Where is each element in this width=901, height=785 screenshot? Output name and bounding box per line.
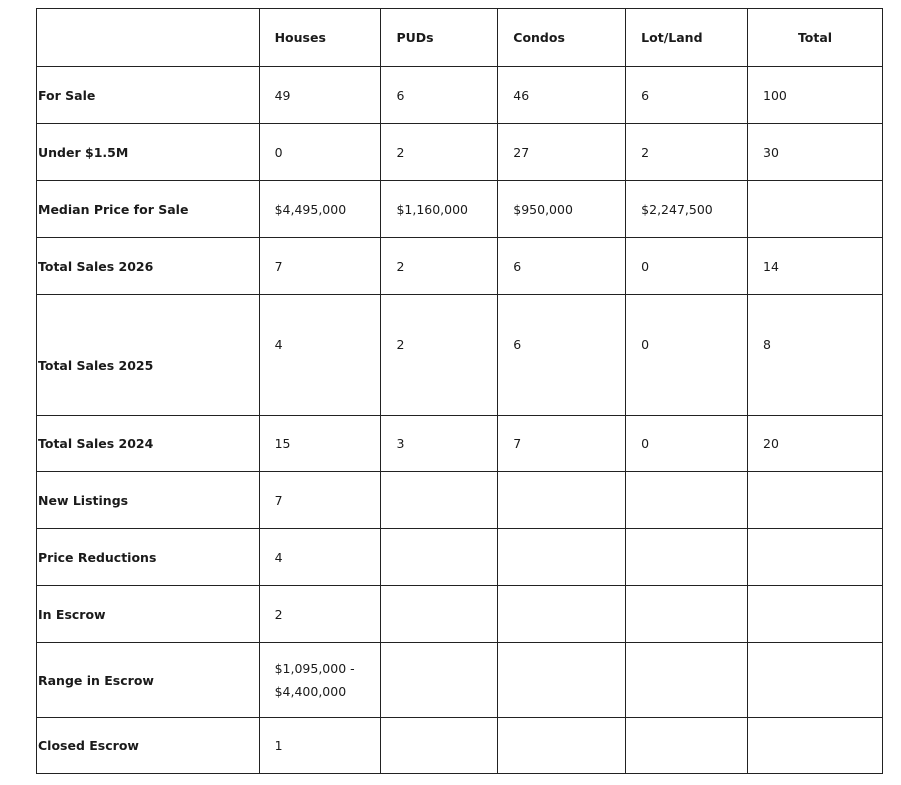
table-cell [748, 586, 883, 643]
table-cell: $2,247,500 [626, 181, 748, 238]
table-cell: 6 [626, 67, 748, 124]
market-stats-table [36, 8, 883, 774]
header-houses: Houses [259, 9, 381, 67]
table-cell: 6 [381, 67, 498, 124]
cell-text: $1,095,000 - [274, 661, 355, 676]
table-cell: 14 [748, 238, 883, 295]
row-label-text: Total Sales 2025 [38, 357, 154, 373]
table-row [37, 718, 883, 774]
row-label-for-sale: For Sale [37, 67, 260, 124]
row-label-total-sales-2025 [37, 295, 260, 416]
table-cell: 6 [498, 238, 626, 295]
table-cell: $1,160,000 [381, 181, 498, 238]
table-cell [626, 643, 748, 718]
table-cell [748, 472, 883, 529]
table-cell: 7 [259, 472, 381, 529]
table-cell [748, 181, 883, 238]
row-label-in-escrow: In Escrow [37, 586, 260, 643]
cell-text-line-2: $4,400,000 [274, 684, 347, 699]
table-cell [259, 643, 381, 718]
row-label-total-sales-2024: Total Sales 2024 [37, 416, 260, 472]
table-cell: $4,495,000 [259, 181, 381, 238]
table-cell: 7 [259, 238, 381, 295]
table-cell [498, 643, 626, 718]
cell-text: 0 [641, 336, 650, 352]
table-cell: 2 [381, 124, 498, 181]
row-label-total-sales-2026: Total Sales 2026 [37, 238, 260, 295]
row-label-price-reductions: Price Reductions [37, 529, 260, 586]
table-row [37, 181, 883, 238]
table-cell: 3 [381, 416, 498, 472]
table-row [37, 238, 883, 295]
table-cell [748, 295, 883, 416]
table-row [37, 472, 883, 529]
table-row [37, 643, 883, 718]
header-lot-land: Lot/Land [626, 9, 748, 67]
table-cell [626, 586, 748, 643]
table-row [37, 416, 883, 472]
table-cell: 0 [259, 124, 381, 181]
table-row [37, 586, 883, 643]
table-row [37, 67, 883, 124]
table-cell [259, 295, 381, 416]
table-cell: 46 [498, 67, 626, 124]
table-row [37, 529, 883, 586]
cell-text: 8 [763, 336, 771, 352]
table-cell [381, 472, 498, 529]
header-puds: PUDs [381, 9, 498, 67]
table-cell [498, 295, 626, 416]
table-cell: 0 [626, 238, 748, 295]
table-cell: 49 [259, 67, 381, 124]
header-condos: Condos [498, 9, 626, 67]
table-cell: $950,000 [498, 181, 626, 238]
table-cell: 1 [259, 718, 381, 774]
cell-text: 4 [274, 336, 283, 352]
table-cell [626, 718, 748, 774]
cell-text: 6 [513, 336, 522, 352]
table-cell [498, 586, 626, 643]
table-cell: 20 [748, 416, 883, 472]
table-cell: 2 [381, 238, 498, 295]
row-label-new-listings: New Listings [37, 472, 260, 529]
table-row [37, 124, 883, 181]
table-cell [498, 472, 626, 529]
row-label-closed-escrow: Closed Escrow [37, 718, 260, 774]
table-cell [498, 529, 626, 586]
row-label-under-1-5m: Under $1.5M [37, 124, 260, 181]
table-cell [626, 529, 748, 586]
table-cell [381, 643, 498, 718]
table-cell [748, 718, 883, 774]
table-row [37, 295, 883, 416]
header-total: Total [748, 9, 883, 67]
table-cell: 2 [626, 124, 748, 181]
table-cell: 15 [259, 416, 381, 472]
table-cell: 7 [498, 416, 626, 472]
table-cell [381, 586, 498, 643]
table-cell [381, 295, 498, 416]
table-cell [626, 472, 748, 529]
table-cell: 27 [498, 124, 626, 181]
row-label-median-price: Median Price for Sale [37, 181, 260, 238]
cell-text: 2 [396, 336, 405, 352]
header-empty [37, 9, 260, 67]
table-cell [626, 295, 748, 416]
table-cell [381, 718, 498, 774]
table-cell [748, 643, 883, 718]
table-header-row [37, 9, 883, 67]
table-cell [381, 529, 498, 586]
table-cell: 4 [259, 529, 381, 586]
table-cell [498, 718, 626, 774]
table-cell: 100 [748, 67, 883, 124]
table-cell: 30 [748, 124, 883, 181]
table-cell: 2 [259, 586, 381, 643]
table-cell [748, 529, 883, 586]
row-label-range-in-escrow: Range in Escrow [37, 643, 260, 718]
table-cell: 0 [626, 416, 748, 472]
